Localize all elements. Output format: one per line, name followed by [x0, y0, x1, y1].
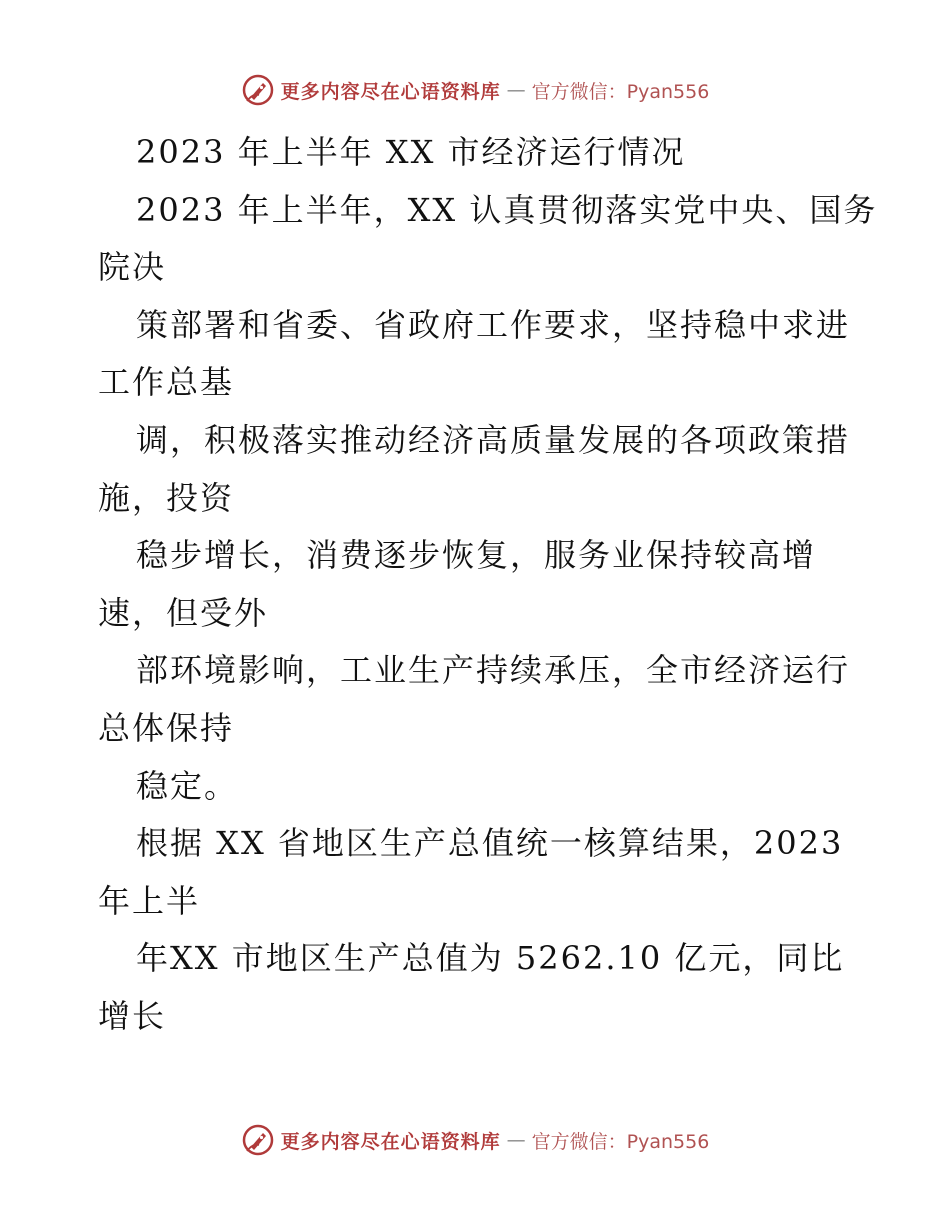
text-line: 根据 XX 省地区生产总值统一核算结果，2023	[136, 824, 844, 863]
text-line: 院决	[98, 248, 167, 287]
text-line: 施，投资	[98, 478, 235, 517]
banner-text: 更多内容尽在心语资料库	[280, 1130, 501, 1153]
text-line: 2023 年上半年，XX 认真贯彻落实党中央、国务	[136, 190, 878, 229]
banner-separator: —	[506, 1129, 526, 1151]
banner-separator: —	[506, 79, 526, 101]
document-body	[98, 124, 878, 1046]
header-banner	[0, 70, 950, 110]
pen-nib-logo-icon	[241, 1123, 275, 1157]
text-line: 稳步增长，消费逐步恢复，服务业保持较高增	[136, 536, 817, 575]
text-line: 稳定。	[136, 766, 239, 805]
banner-wechat: 官方微信：Pyan556	[531, 1130, 710, 1153]
pen-nib-logo-icon	[241, 73, 275, 107]
text-line: 增长	[98, 996, 167, 1035]
footer-banner	[0, 1120, 950, 1160]
text-line: 年XX 市地区生产总值为 5262.10 亿元，同比	[136, 939, 845, 978]
text-line: 年上半	[98, 881, 201, 920]
banner-text: 更多内容尽在心语资料库	[280, 80, 501, 103]
text-line: 总体保持	[98, 708, 235, 747]
text-line: 工作总基	[98, 363, 235, 402]
banner-wechat: 官方微信：Pyan556	[531, 80, 710, 103]
text-line: 策部署和省委、省政府工作要求，坚持稳中求进	[136, 305, 851, 344]
text-line: 2023 年上半年 XX 市经济运行情况	[136, 133, 686, 171]
text-line: 速，但受外	[98, 593, 269, 632]
text-line: 调，积极落实推动经济高质量发展的各项政策措	[136, 420, 851, 459]
text-line: 部环境影响，工业生产持续承压，全市经济运行	[136, 651, 851, 690]
